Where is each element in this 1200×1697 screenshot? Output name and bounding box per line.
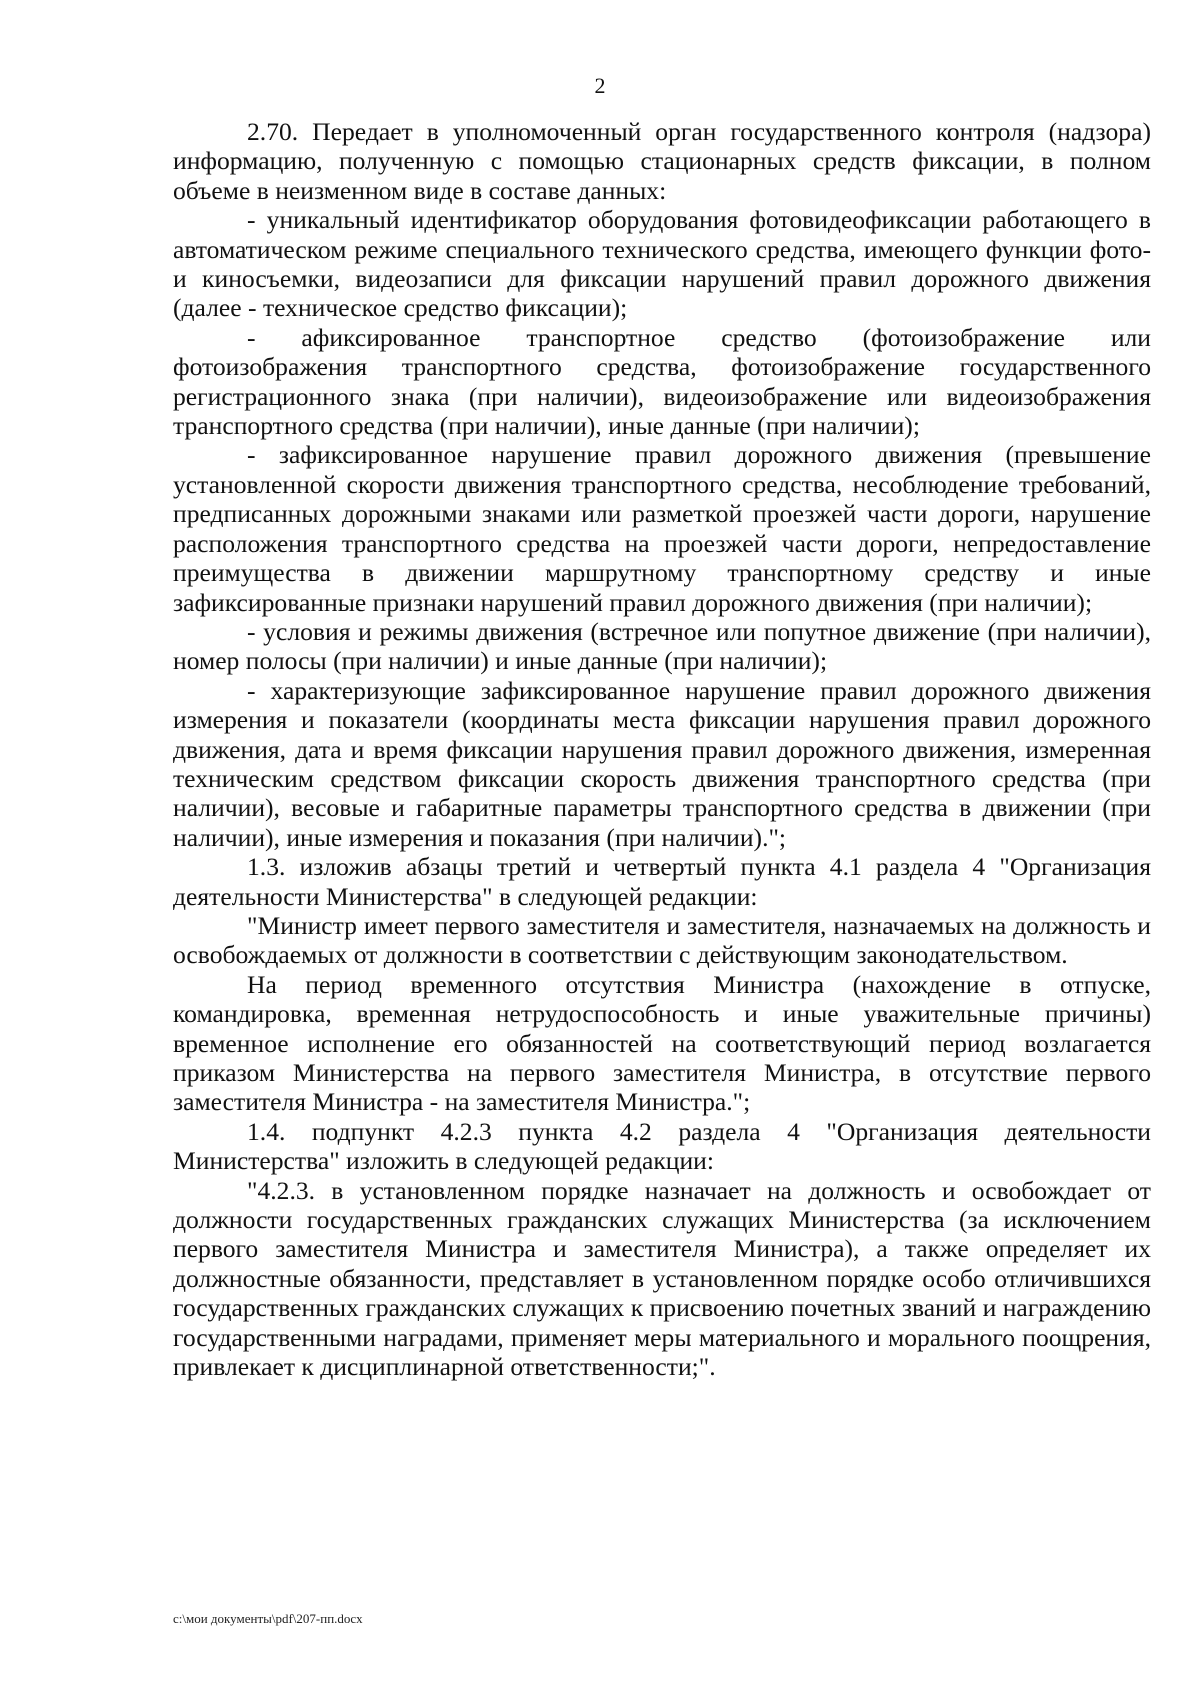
file-path-footer: c:\мои документы\pdf\207-пп.docx [173, 1611, 363, 1626]
paragraph-4-2-3: "4.2.3. в установленном порядке назначает на должность и освобождает от должности государственных гражданских служащих Министерства (за исключением первого заместителя Министра и заместителя Министра), а также определяет их должностные обязанности, представляет в установленном порядке особо отличившихся государственных гражданских служащих к присвоению почетных званий и награждению государственными наградами, применяет меры материального и морального поощрения, привлекает к дисциплинарной ответственности;". [173, 1175, 1151, 1382]
paragraph-minister-deputies: "Министр имеет первого заместителя и заместителя, назначаемых на должность и освобождаемых от должности в соответствии с действующим законодательством. [173, 910, 1151, 970]
paragraph-1-3: 1.3. изложив абзацы третий и четвертый пункта 4.1 раздела 4 "Организация деятельности Министерства" в следующей редакции: [173, 852, 1151, 911]
document-body [173, 117, 1151, 1381]
list-item-measurements: - характеризующие зафиксированное нарушение правил дорожного движения измерения и показатели (координаты места фиксации нарушения правил дорожного движения, дата и время фиксации нарушения правил дорожного движения, измеренная техническим средством фиксации скорость движения транспортного средства (при наличии), весовые и габаритные параметры транспортного средства в движении (при наличии), иные измерения и показания (при наличии)."; [173, 675, 1151, 852]
list-item-conditions: - условия и режимы движения (встречное или попутное движение (при наличии), номер полосы (при наличии) и иные данные (при наличии); [173, 616, 1151, 676]
list-item-violation: - зафиксированное нарушение правил дорожного движения (превышение установленной скорости движения транспортного средства, несоблюдение требований, предписанных дорожными знаками или разметкой проезжей части дороги, нарушение расположения транспортного средства на проезжей части дороги, непредоставление преимущества в движении маршрутному транспортному средству и иные зафиксированные признаки нарушений правил дорожного движения (при наличии); [173, 440, 1151, 617]
page-number: 2 [594, 73, 606, 98]
list-item-vehicle: - афиксированное транспортное средство (фотоизображение или фотоизображения транспортного средства, фотоизображение государственного регистрационного знака (при наличии), видеоизображение или видеоизображения транспортного средства (при наличии), иные данные (при наличии); [173, 322, 1151, 441]
paragraph-2-70: 2.70. Передает в уполномоченный орган государственного контроля (надзора) информацию, полученную с помощью стационарных средств фиксации, в полном объеме в неизменном виде в составе данных: [173, 117, 1151, 205]
list-item-identifier: - уникальный идентификатор оборудования фотовидеофиксации работающего в автоматическом режиме специального технического средства, имеющего функции фото- и киносъемки, видеозаписи для фиксации нарушений правил дорожного движения (далее - техническое средство фиксации); [173, 205, 1151, 323]
paragraph-1-4: 1.4. подпункт 4.2.3 пункта 4.2 раздела 4 "Организация деятельности Министерства" изложить в следующей редакции: [173, 1116, 1151, 1176]
paragraph-minister-absence: На период временного отсутствия Министра (нахождение в отпуске, командировка, временная нетрудоспособность и иные уважительные причины) временное исполнение его обязанностей на соответствующий период возлагается приказом Министерства на первого заместителя Министра, в отсутствие первого заместителя Министра - на заместителя Министра."; [173, 969, 1151, 1117]
